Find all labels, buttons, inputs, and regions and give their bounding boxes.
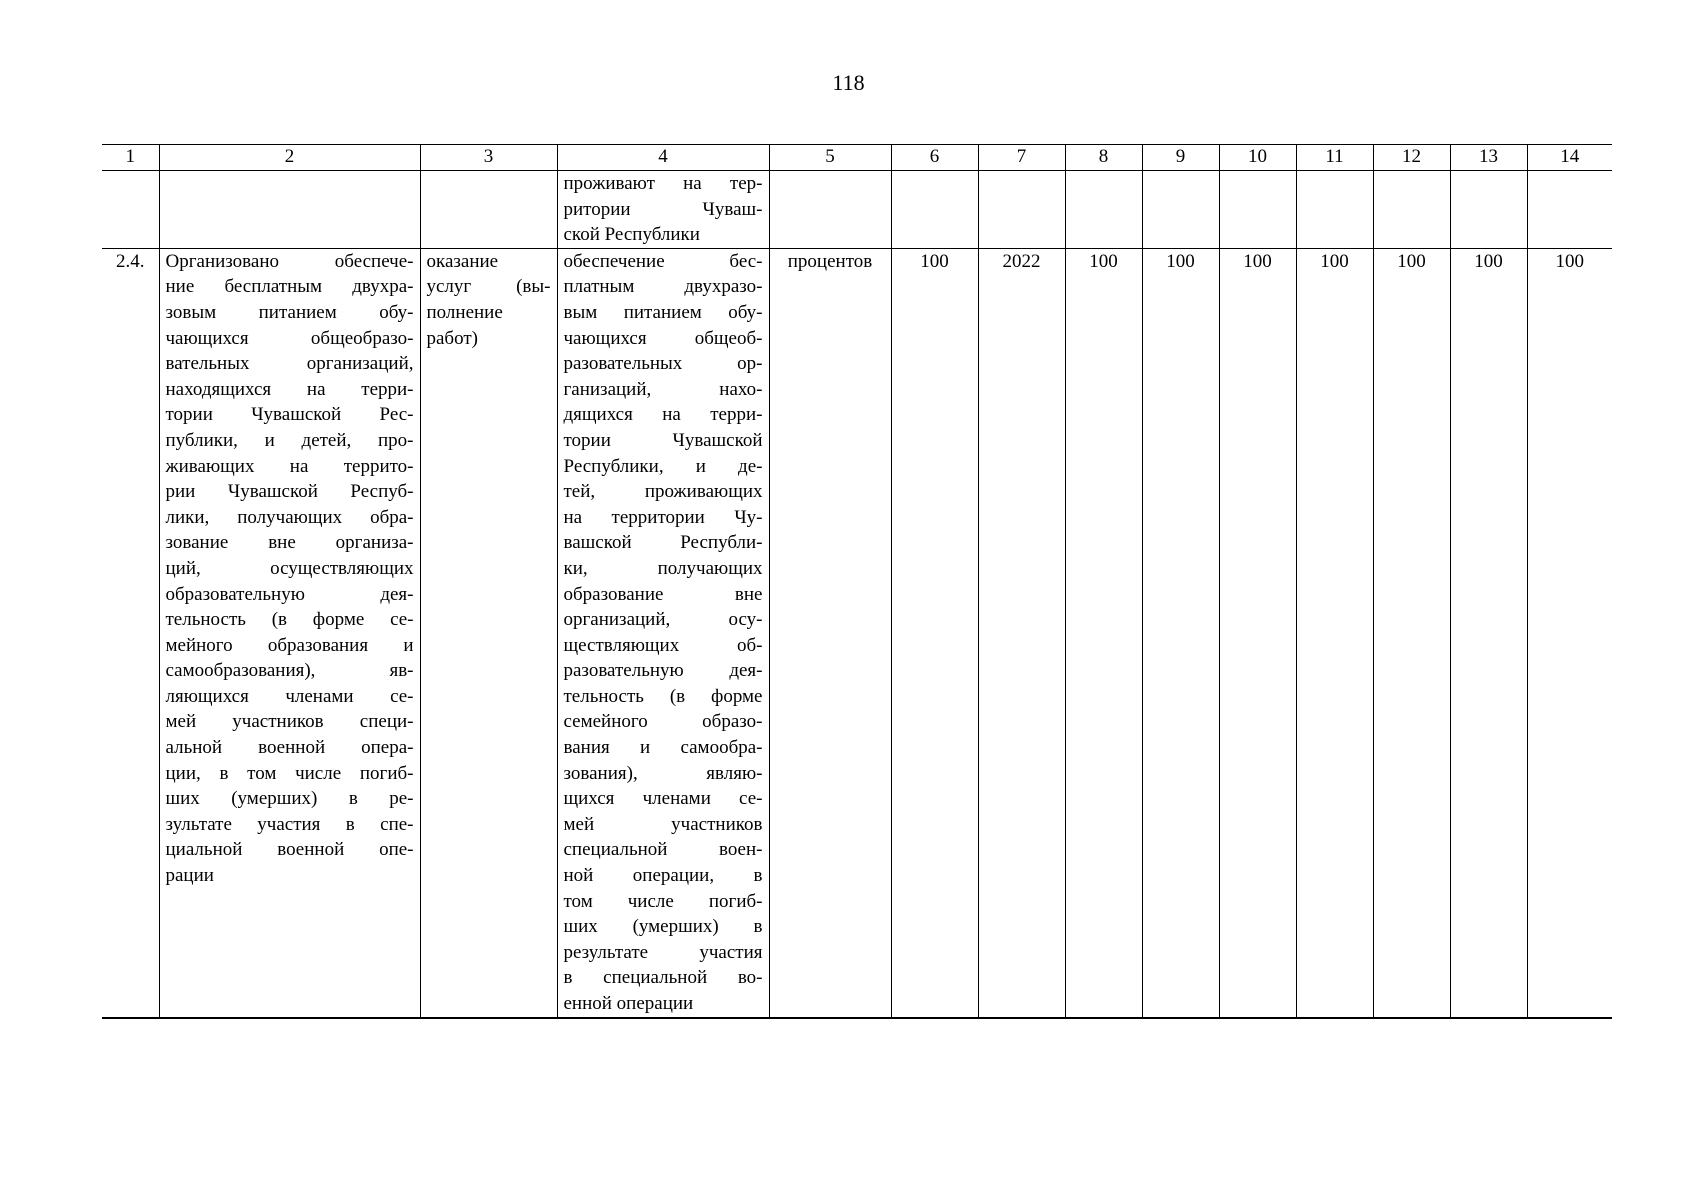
text-line: полнение (426, 301, 503, 323)
text-line: ритории Чуваш- (563, 198, 763, 220)
result-name-cell (159, 248, 420, 1017)
column-header-9: 9 (1142, 145, 1219, 171)
text-line: услуг (вы- (426, 276, 551, 298)
text-line: альной военной опера- (165, 737, 414, 759)
text-line: специальной воен- (563, 839, 763, 861)
cell (1450, 171, 1527, 249)
text-line: ной операции, в (563, 865, 763, 887)
text-line: проживают на тер- (563, 173, 763, 194)
unit-cell: процентов (769, 248, 891, 1017)
cell (891, 171, 978, 249)
column-header-14: 14 (1527, 145, 1612, 171)
cell (102, 171, 159, 249)
text-line: в специальной во- (563, 967, 763, 989)
column-header-6: 6 (891, 145, 978, 171)
cell (769, 171, 891, 249)
base-value-cell: 100 (891, 248, 978, 1017)
cell (1065, 171, 1142, 249)
text-line: вания и самообра- (563, 737, 763, 759)
text-line: самообразования), яв- (165, 660, 414, 682)
text-line: тельность (в форме (563, 685, 763, 707)
indicator-description-cell (557, 248, 769, 1017)
value-cell-10: 100 (1219, 248, 1296, 1017)
cell (978, 171, 1065, 249)
column-header-4: 4 (557, 145, 769, 171)
text-line: ществляющих об- (563, 634, 763, 656)
value-cell-12: 100 (1373, 248, 1450, 1017)
cell (1296, 171, 1373, 249)
text-line: Республики, и де- (563, 455, 763, 477)
text-line: тельность (в форме се- (165, 609, 414, 631)
column-header-5: 5 (769, 145, 891, 171)
text-line: разовательную дея- (563, 660, 763, 682)
text-line: живающих на террито- (165, 455, 414, 477)
text-line: енной операции (563, 993, 694, 1014)
text-line: ской Республики (563, 224, 700, 246)
text-line: зовым питанием обу- (165, 301, 414, 323)
text-line: образовательную дея- (165, 583, 414, 605)
text-line: чающихся общеоб- (563, 327, 763, 349)
cell (420, 171, 557, 249)
text-line: платным двухразо- (563, 276, 763, 298)
cell (159, 171, 420, 249)
column-header-1: 1 (102, 145, 159, 171)
text-line: публики, и детей, про- (165, 429, 414, 451)
text-line: семейного образо- (563, 711, 763, 733)
text-line: разовательных ор- (563, 353, 763, 375)
cell (1527, 171, 1612, 249)
column-header-8: 8 (1065, 145, 1142, 171)
text-line: тории Чувашской (563, 429, 763, 451)
text-line: ций, осуществляющих (165, 557, 414, 579)
text-line: организаций, осу- (563, 609, 763, 631)
text-line: оказание (426, 250, 499, 272)
text-line: чающихся общеобразо- (165, 327, 414, 349)
column-header-2: 2 (159, 145, 420, 171)
column-header-10: 10 (1219, 145, 1296, 171)
continuation-row (102, 171, 1612, 249)
text-line: рации (165, 865, 214, 887)
text-line: тей, проживающих (563, 481, 763, 503)
text-line: мей участников специ- (165, 711, 414, 733)
data-table (102, 144, 1612, 1019)
text-line: результате участия (563, 941, 763, 963)
value-cell-11: 100 (1296, 248, 1373, 1017)
column-header-13: 13 (1450, 145, 1527, 171)
column-header-11: 11 (1296, 145, 1373, 171)
text-line: том числе погиб- (563, 890, 763, 912)
service-type-cell (420, 248, 557, 1017)
cell (1373, 171, 1450, 249)
text-line: обеспечение бес- (563, 250, 763, 272)
text-line: циальной военной опе- (165, 839, 414, 861)
header-row (102, 145, 1612, 171)
column-header-7: 7 (978, 145, 1065, 171)
text-line: дящихся на терри- (563, 404, 763, 426)
value-cell-9: 100 (1142, 248, 1219, 1017)
text-line: мейного образования и (165, 634, 414, 656)
text-line: мей участников (563, 813, 763, 835)
value-cell-8: 100 (1065, 248, 1142, 1017)
text-line: ших (умерших) в (563, 916, 763, 938)
value-cell-13: 100 (1450, 248, 1527, 1017)
text-line: на территории Чу- (563, 506, 763, 528)
text-line: рии Чувашской Респуб- (165, 481, 414, 503)
column-header-3: 3 (420, 145, 557, 171)
page-number: 118 (832, 70, 865, 95)
column-header-12: 12 (1373, 145, 1450, 171)
cell (1219, 171, 1296, 249)
text-line: щихся членами се- (563, 788, 763, 810)
text-line: ки, получающих (563, 557, 763, 579)
text-line: зультате участия в спе- (165, 813, 414, 835)
value-cell-14: 100 (1527, 248, 1612, 1017)
text-line: ляющихся членами се- (165, 685, 414, 707)
base-year-cell: 2022 (978, 248, 1065, 1017)
text-line: ганизаций, нахо- (563, 378, 763, 400)
text-line: ших (умерших) в ре- (165, 788, 414, 810)
text-line: вым питанием обу- (563, 301, 763, 323)
text-line: Организовано обеспече- (165, 250, 414, 272)
text-line: работ) (426, 327, 478, 349)
text-line: зование вне организа- (165, 532, 414, 554)
text-line: ции, в том числе погиб- (165, 762, 414, 784)
text-line: тории Чувашской Рес- (165, 404, 414, 426)
table-row (102, 248, 1612, 1017)
cell (1142, 171, 1219, 249)
text-line: зования), являю- (563, 762, 763, 784)
text-line: вательных организаций, (165, 353, 414, 375)
text-line: лики, получающих обра- (165, 506, 414, 528)
text-line: ние бесплатным двухра- (165, 276, 414, 298)
row-number-cell: 2.4. (102, 248, 159, 1017)
text-line: находящихся на терри- (165, 378, 414, 400)
text-line: образование вне (563, 583, 763, 605)
continuation-description-cell (557, 171, 769, 249)
text-line: вашской Республи- (563, 532, 763, 554)
